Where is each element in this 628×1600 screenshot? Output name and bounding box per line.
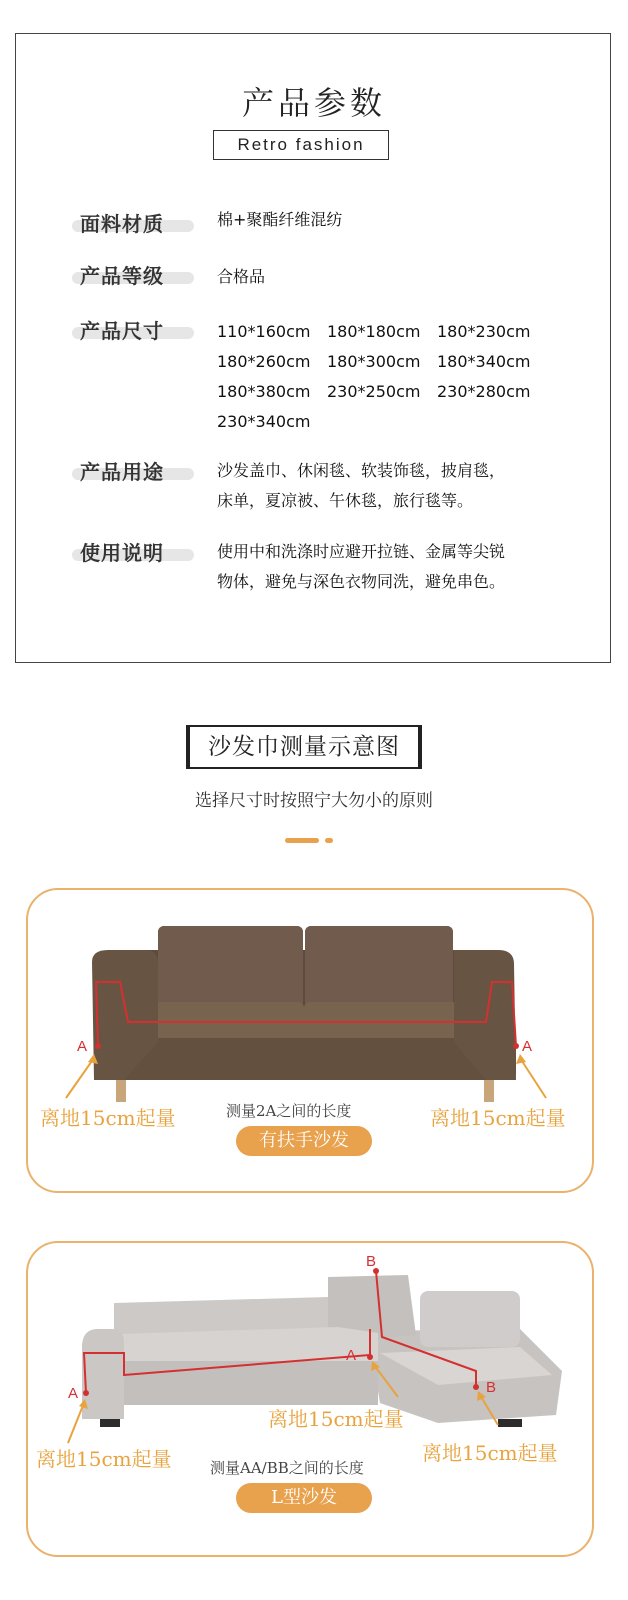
pointer-arrow (520, 1058, 546, 1098)
measure-subheading: 选择尺寸时按照宁大勿小的原则 (195, 791, 433, 811)
spec-label: 产品用途 (80, 456, 190, 485)
spec-label: 面料材质 (80, 208, 190, 237)
sofa-base (88, 1361, 378, 1405)
sofa-foot (100, 1419, 120, 1427)
usage-line: 床单，夏凉被、午休毯，旅行毯等。 (217, 491, 474, 510)
size-list (217, 317, 547, 437)
size-item: 110*160cm (217, 322, 311, 341)
sofa-foot (498, 1419, 522, 1427)
point-b-label: B (366, 1253, 377, 1270)
chaise-bolster (420, 1291, 520, 1347)
measure-point (513, 1043, 519, 1049)
size-item: 180*300cm (327, 352, 421, 371)
point-a-label: A (68, 1385, 79, 1402)
size-item: 230*340cm (217, 412, 311, 431)
spec-label: 产品等级 (80, 260, 190, 289)
measure-instruction: 测量AA/BB之间的长度 (210, 1459, 364, 1477)
pointer-arrow (66, 1058, 94, 1098)
divider-dash (285, 838, 319, 843)
point-a-label: A (346, 1347, 357, 1364)
instruction-line: 使用中和洗涤时应避开拉链、金属等尖锐 (217, 542, 506, 561)
measure-heading: 沙发巾测量示意图 (186, 725, 422, 769)
divider-dot (325, 838, 333, 843)
measure-instruction: 测量2A之间的长度 (226, 1102, 352, 1120)
point-b-label: B (486, 1379, 497, 1396)
point-a-label: A (522, 1038, 533, 1055)
instruction-line: 物体，避免与深色衣物同洗，避免串色。 (217, 572, 506, 591)
spec-label: 产品尺寸 (80, 315, 190, 344)
middle-height-note: 离地15cm起量 (268, 1407, 404, 1431)
left-height-note: 离地15cm起量 (36, 1447, 172, 1471)
size-item: 180*230cm (437, 322, 531, 341)
size-item: 230*280cm (437, 382, 531, 401)
measure-point (473, 1384, 479, 1390)
measure-point (83, 1390, 89, 1396)
sofa-type-badge: 有扶手沙发 (236, 1126, 372, 1156)
spec-value: 合格品 (217, 267, 266, 286)
right-height-note: 离地15cm起量 (422, 1441, 558, 1465)
spec-label: 使用说明 (80, 537, 190, 566)
size-item: 180*260cm (217, 352, 311, 371)
spec-value (217, 456, 505, 516)
usage-line: 沙发盖巾、休闲毯、软装饰毯，披肩毯， (217, 461, 506, 480)
measure-point (367, 1354, 373, 1360)
right-height-note: 离地15cm起量 (430, 1106, 566, 1130)
left-height-note: 离地15cm起量 (40, 1106, 176, 1130)
back-cushion (158, 926, 303, 1008)
size-item: 180*180cm (327, 322, 421, 341)
size-item: 180*380cm (217, 382, 311, 401)
measure-point (95, 1043, 101, 1049)
pointer-arrow (68, 1403, 84, 1443)
l-sofa-card (26, 1241, 594, 1557)
size-item: 230*250cm (327, 382, 421, 401)
size-item: 180*340cm (437, 352, 531, 371)
sofa-base (98, 1038, 516, 1080)
armrest-sofa-card (26, 888, 594, 1193)
arrow-head (516, 1054, 526, 1064)
sofa-type-badge: L型沙发 (236, 1483, 372, 1513)
spec-value: 棉+聚酯纤维混纺 (217, 210, 343, 229)
left-armrest (82, 1329, 124, 1419)
spec-subtitle: Retro fashion (213, 130, 389, 160)
back-cushion (305, 926, 453, 1008)
point-a-label: A (77, 1038, 88, 1055)
spec-title: 产品参数 (241, 84, 386, 122)
spec-value (217, 537, 505, 597)
